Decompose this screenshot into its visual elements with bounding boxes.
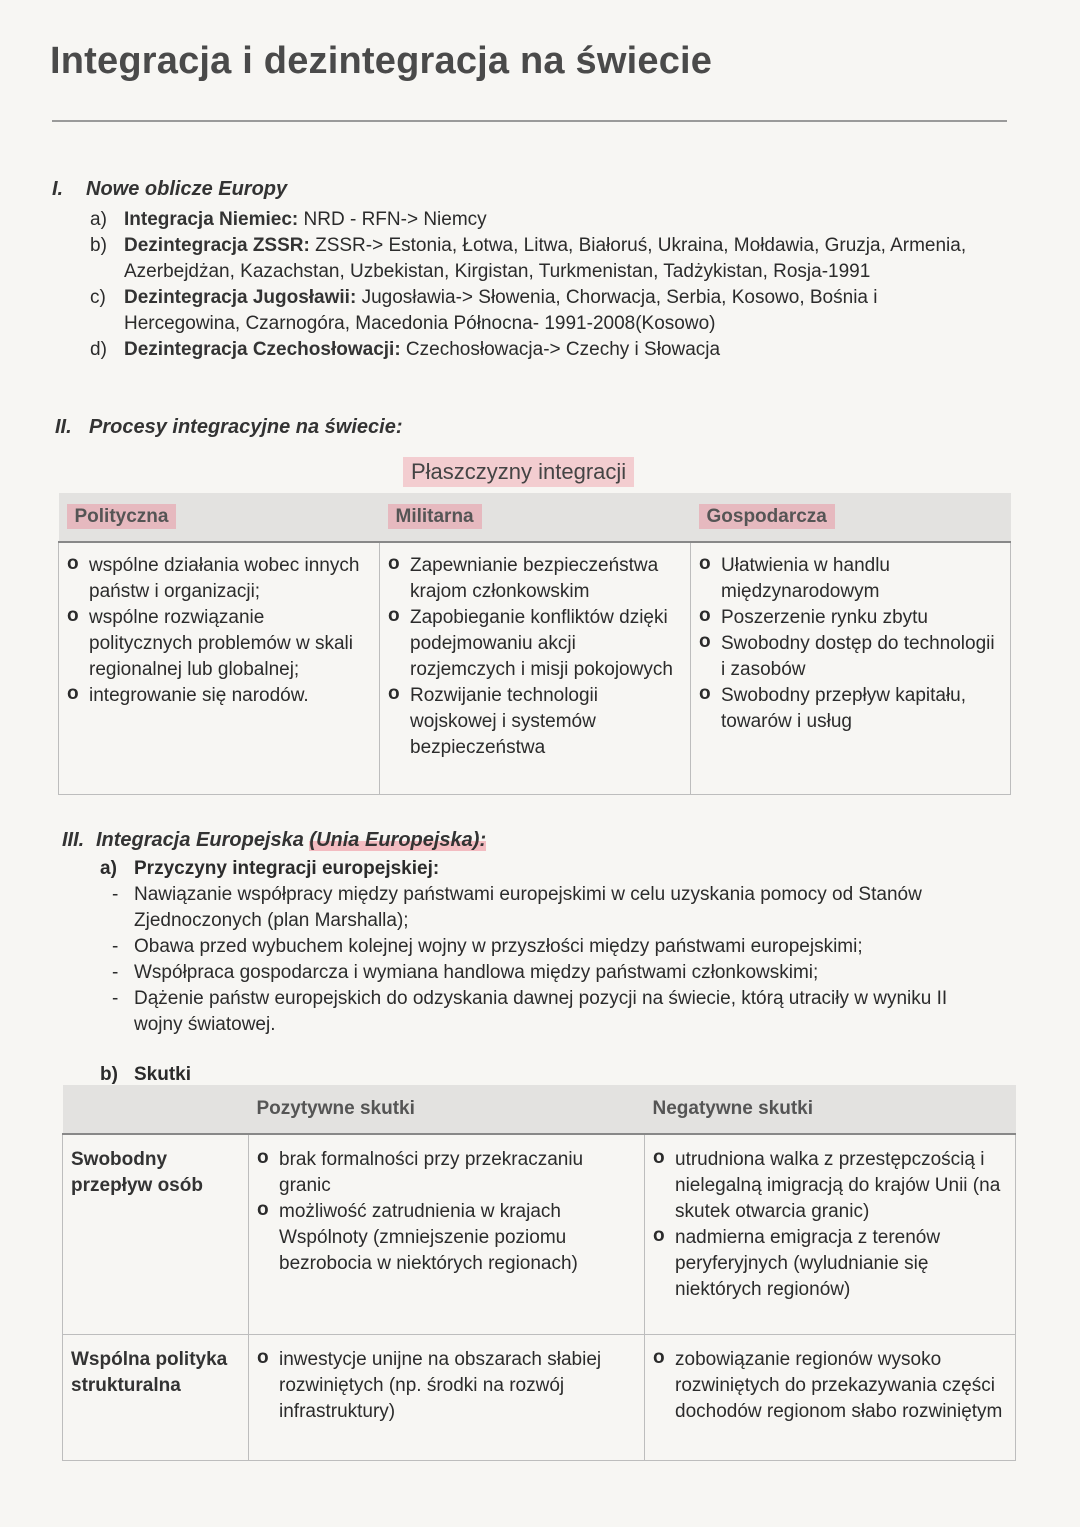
column-header: Polityczna bbox=[59, 493, 380, 542]
column-header: Militarna bbox=[380, 493, 691, 542]
section-2-heading bbox=[55, 416, 403, 439]
table-cell bbox=[249, 1334, 645, 1460]
section-3a bbox=[100, 856, 970, 1038]
table-cell bbox=[645, 1334, 1016, 1460]
list-item: - Obawa przed wybuchem kolejnej wojny w przyszłości między państwami europejskimi; bbox=[112, 934, 970, 960]
title-divider bbox=[52, 120, 1007, 122]
table-cell bbox=[249, 1134, 645, 1334]
list-item: - Dążenie państw europejskich do odzyskania dawnej pozycji na świecie, którą utraciły w wyniku II wojny światowej. bbox=[112, 986, 970, 1038]
section-3-title: Integracja Europejska bbox=[96, 829, 310, 851]
section-1-title: Nowe oblicze Europy bbox=[86, 178, 288, 200]
table-row bbox=[63, 1334, 1016, 1460]
table-row bbox=[63, 1134, 1016, 1334]
list-item: o Poszerzenie rynku zbytu bbox=[699, 605, 1002, 631]
list-item: a) Integracja Niemiec: NRD - RFN-> Niemcy bbox=[90, 209, 487, 230]
list-item: o Zapewnianie bezpieczeństwa krajom członkowskim bbox=[388, 553, 682, 605]
integration-table bbox=[58, 493, 1011, 795]
column-header: Gospodarcza bbox=[691, 493, 1011, 542]
section-3-number: III. bbox=[62, 829, 85, 851]
list-item: - Współpraca gospodarcza i wymiana handlowa między państwami członkowskimi; bbox=[112, 960, 970, 986]
section-3-heading bbox=[62, 829, 486, 852]
list-item: o nadmierna emigracja z terenów peryferyjnych (wyludnianie się niektórych regionów) bbox=[653, 1225, 1007, 1303]
list-item: - Nawiązanie współpracy między państwami europejskimi w celu uzyskania pomocy od Stanów Zjednoczonych (plan Marshalla); bbox=[112, 882, 970, 934]
effects-table bbox=[62, 1085, 1016, 1461]
column-header: Pozytywne skutki bbox=[249, 1085, 645, 1134]
section-2-title: Procesy integracyjne na świecie: bbox=[89, 416, 403, 438]
page-title: Integracja i dezintegracja na świecie bbox=[50, 40, 713, 82]
list-item: o Ułatwienia w handlu międzynarodowym bbox=[699, 553, 1002, 605]
list-item: o możliwość zatrudnienia w krajach Wspólnoty (zmniejszenie poziomu bezrobocia w niektórych regionach) bbox=[257, 1199, 636, 1277]
table-cell bbox=[59, 542, 380, 794]
list-item: b) Dezintegracja ZSSR: ZSSR-> Estonia, Łotwa, Litwa, Białoruś, Ukraina, Mołdawia, Gruzja, Armenia, Azerbejdżan, Kazachstan, Uzbekistan, Kirgistan, Turkmenistan, Tadżykistan, Rosja-1991 bbox=[90, 235, 967, 282]
table-cell bbox=[645, 1134, 1016, 1334]
list-item: o zobowiązanie regionów wysoko rozwiniętych do przekazywania części dochodów regionom słabo rozwiniętym bbox=[653, 1347, 1007, 1425]
list-item: o Swobodny dostęp do technologii i zasobów bbox=[699, 631, 1002, 683]
list-item: c) Dezintegracja Jugosławii: Jugosławia-> Słowenia, Chorwacja, Serbia, Kosowo, Bośnia i Hercegowina, Czarnogóra, Macedonia Północna- 1991-2008(Kosowo) bbox=[90, 287, 878, 334]
list-item: d) Dezintegracja Czechosłowacji: Czechosłowacja-> Czechy i Słowacja bbox=[90, 339, 721, 360]
row-header: Swobodny przepływ osób bbox=[63, 1134, 249, 1334]
list-item: o inwestycje unijne na obszarach słabiej rozwiniętych (np. środki na rozwój infrastruktury) bbox=[257, 1347, 636, 1425]
section-2-number: II. bbox=[55, 416, 72, 438]
table-cell bbox=[691, 542, 1011, 794]
list-item: o wspólne działania wobec innych państw i organizacji; bbox=[67, 553, 371, 605]
list-item: o Swobodny przepływ kapitału, towarów i usług bbox=[699, 683, 1002, 735]
list-item: o brak formalności przy przekraczaniu granic bbox=[257, 1147, 636, 1199]
column-header bbox=[63, 1085, 249, 1134]
list-item: o utrudniona walka z przestępczością i nielegalną imigracją do krajów Unii (na skutek otwarcia granic) bbox=[653, 1147, 1007, 1225]
table-cell bbox=[380, 542, 691, 794]
section-1-number: I. bbox=[52, 178, 64, 200]
list-item: o integrowanie się narodów. bbox=[67, 683, 371, 709]
list-item: o Zapobieganie konfliktów dzięki podejmowaniu akcji rozjemczych i misji pokojowych bbox=[388, 605, 682, 683]
section-1-heading bbox=[52, 178, 287, 201]
list-item: o wspólne rozwiązanie politycznych problemów w skali regionalnej lub globalnej; bbox=[67, 605, 371, 683]
row-header: Wspólna polityka strukturalna bbox=[63, 1334, 249, 1460]
list-item: o Rozwijanie technologii wojskowej i systemów bezpieczeństwa bbox=[388, 683, 682, 761]
section-1-list bbox=[90, 207, 990, 363]
integration-table-title: Płaszczyzny integracji bbox=[403, 457, 634, 487]
section-3-title-highlight: (Unia Europejska): bbox=[309, 829, 487, 851]
subsection-heading: a) Przyczyny integracji europejskiej: bbox=[100, 858, 440, 879]
column-header: Negatywne skutki bbox=[645, 1085, 1016, 1134]
subsection-heading: b) Skutki bbox=[100, 1064, 192, 1085]
